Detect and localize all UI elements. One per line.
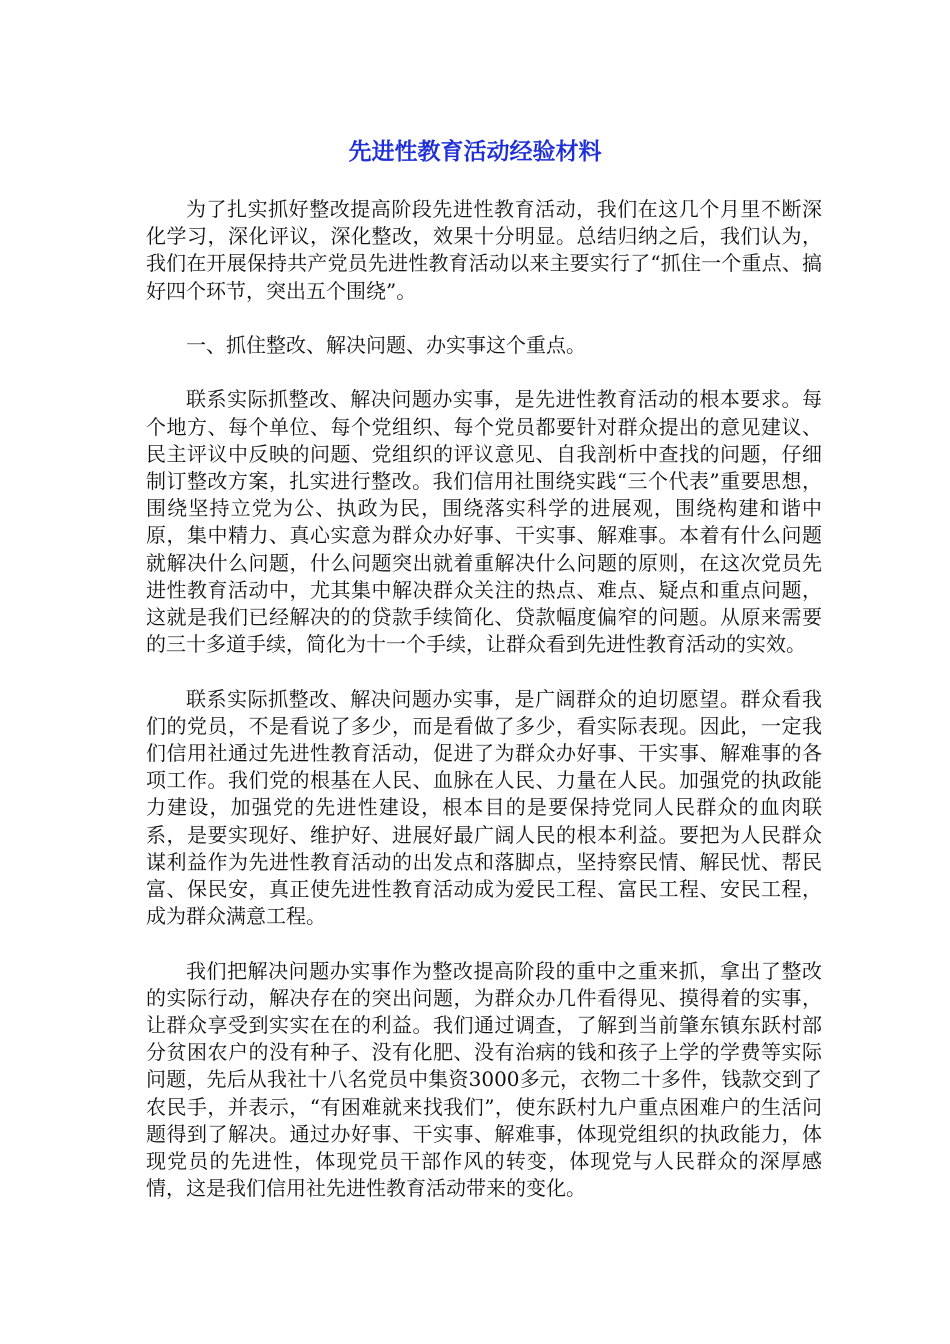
document-body bbox=[146, 196, 822, 1230]
paragraph-mass-wishes: 联系实际抓整改、解决问题办实事，是广阔群众的迫切愿望。群众看我们的党员，不是看说了多少，而是看做了多少，看实际表现。因此，一定我们信用社通过先进性教育活动，促进了为群众办好事、干实事、解难事的各项工作。我们党的根基在人民、血脉在人民、力量在人民。加强党的执政能力建设，加强党的先进性建设，根本目的是要保持党同人民群众的血肉联系，是要实现好、维护好、进展好最广阔人民的根本利益。要把为人民群众谋利益作为先进性教育活动的出发点和落脚点，坚持察民情、解民忧、帮民富、保民安，真正使先进性教育活动成为爱民工程、富民工程、安民工程，成为群众满意工程。 bbox=[146, 686, 822, 929]
section-heading: 一、抓住整改、解决问题、办实事这个重点。 bbox=[186, 333, 586, 357]
paragraph-intro: 为了扎实抓好整改提高阶段先进性教育活动，我们在这几个月里不断深化学习，深化评议，深化整改，效果十分明显。总结归纳之后，我们认为，我们在开展保持共产党员先进性教育活动以来主要实行了“抓住一个重点、搞好四个环节，突出五个围绕”。 bbox=[146, 197, 822, 303]
paragraph-rectification: 联系实际抓整改、解决问题办实事，是先进性教育活动的根本要求。每个地方、每个单位、每个党组织、每个党员都要针对群众提出的意见建议、民主评议中反映的问题、党组织的评议意见、自我剖析中查找的问题，仔细制订整改方案，扎实进行整改。我们信用社围绕实践“三个代表”重要思想，围绕坚持立党为公、执政为民，围绕落实科学的进展观，围绕构建和谐中原，集中精力、真心实意为群众办好事、干实事、解难事。本着有什么问题就解决什么问题，什么问题突出就着重解决什么问题的原则，在这次党员先进性教育活动中，尤其集中解决群众关注的热点、难点、疑点和重点问题，这就是我们已经解决的的贷款手续简化、贷款幅度偏窄的问题。从原来需要的三十多道手续，简化为十一个手续，让群众看到先进性教育活动的实效。 bbox=[146, 387, 822, 657]
paragraph-practical-work: 我们把解决问题办实事作为整改提高阶段的重中之重来抓，拿出了整改的实际行动，解决存在的突出问题，为群众办几件看得见、摸得着的实事，让群众享受到实实在在的利益。我们通过调查，了解到当前肇东镇东跃村部分贫困农户的没有种子、没有化肥、没有治病的钱和孩子上学的学费等实际问题，先后从我社十八名党员中集资3000多元，衣物二十多件，钱款交到了农民手，并表示，“有困难就来找我们”，使东跃村九户重点困难户的生活问题得到了解决。通过办好事、干实事、解难事，体现党组织的执政能力，体现党员的先进性，体现党员干部作风的转变，体现党与人民群众的深厚感情，这是我们信用社先进性教育活动带来的变化。 bbox=[146, 958, 822, 1201]
document-title: 先进性教育活动经验材料 bbox=[348, 139, 602, 165]
